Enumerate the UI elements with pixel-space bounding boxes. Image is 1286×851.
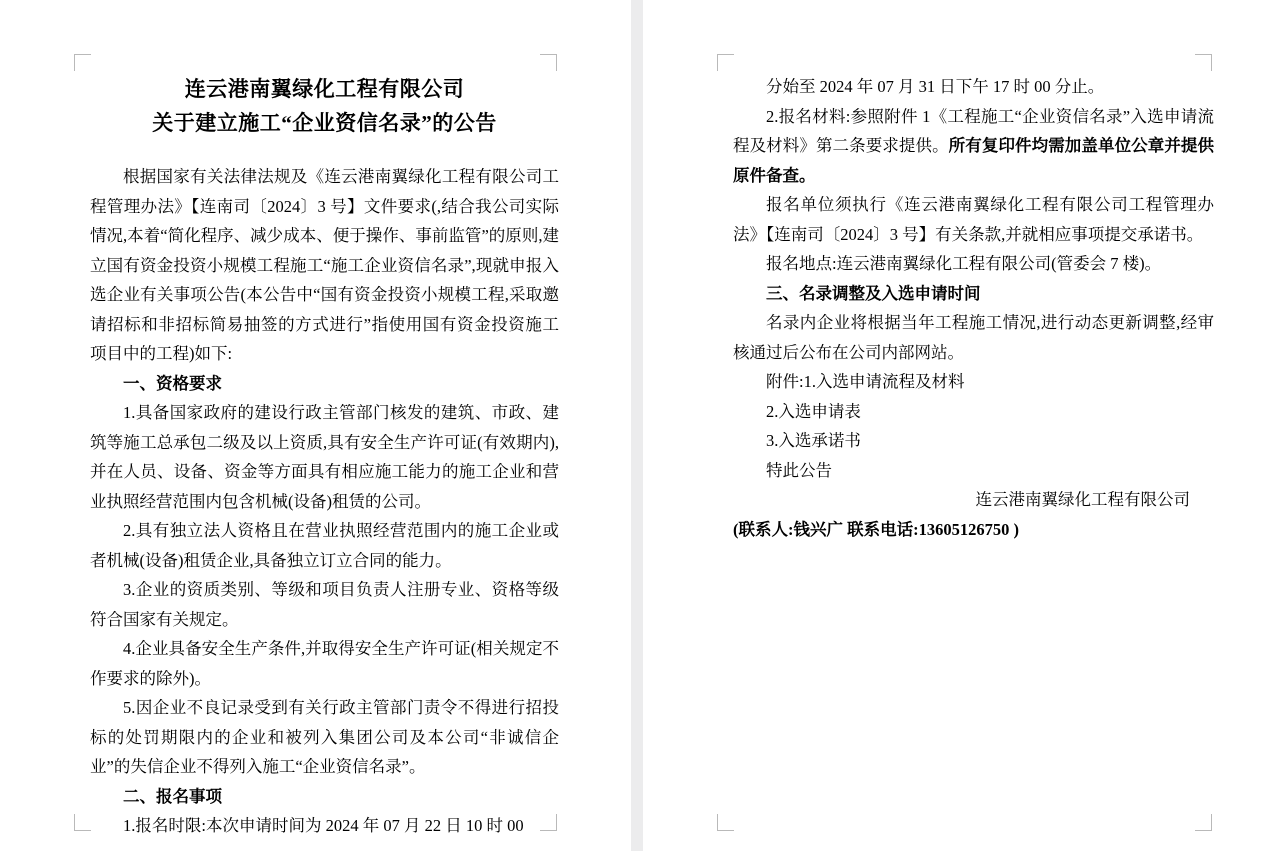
signature-company: 连云港南翼绿化工程有限公司 (975, 490, 1190, 509)
paragraph-registration-1: 1.报名时限:本次申请时间为 2024 年 07 月 22 日 10 时 00 (123, 816, 524, 835)
paragraph-registration-2 (733, 102, 1214, 191)
section-heading-adjustment: 三、名录调整及入选申请时间 (766, 283, 981, 303)
crop-mark-top-right-icon (1195, 54, 1212, 71)
document-title-line-1: 连云港南翼绿化工程有限公司 (184, 77, 465, 101)
crop-mark-top-right-icon (540, 54, 557, 71)
crop-mark-bottom-left-icon (74, 814, 91, 831)
document-page-1 (0, 0, 631, 851)
paragraph-registration-1-cont: 分始至 2024 年 07 月 31 日下午 17 时 00 分止。 (766, 77, 1105, 96)
crop-mark-bottom-left-icon (717, 814, 734, 831)
paragraph-registration-2-text: 2.报名材料:参照附件 1《工程施工“企业资信名录”入选申请流程及材料》第二条要求提供。 (733, 106, 1214, 155)
contact-line: (联系人:钱兴广 联系电话:13605126750 ) (733, 519, 1019, 539)
document-title-line-2: 关于建立施工“企业资信名录”的公告 (152, 111, 497, 135)
document-title (90, 72, 559, 140)
attachment-item-1: 附件:1.入选申请流程及材料 (766, 372, 965, 391)
document-page-2 (643, 0, 1286, 851)
page-2-content (733, 72, 1214, 821)
paragraph-registration-location: 报名地点:连云港南翼绿化工程有限公司(管委会 7 楼)。 (766, 254, 1162, 273)
page-1-content (90, 72, 559, 835)
paragraph-req-2: 2.具有独立法人资格且在营业执照经营范围内的施工企业或者机械(设备)租赁企业,具备独立订立合同的能力。 (90, 521, 559, 570)
attachment-item-2: 2.入选申请表 (766, 401, 861, 421)
section-heading-qualifications: 一、资格要求 (123, 373, 222, 393)
attachment-item-3: 3.入选承诺书 (766, 431, 861, 450)
paragraph-registration-3: 报名单位须执行《连云港南翼绿化工程有限公司工程管理办法》【连南司〔2024〕3 号】有关条款,并就相应事项提交承诺书。 (733, 195, 1214, 244)
crop-mark-top-left-icon (717, 54, 734, 71)
paragraph-req-3: 3.企业的资质类别、等级和项目负责人注册专业、资格等级符合国家有关规定。 (90, 580, 559, 629)
paragraph-req-4: 4.企业具备安全生产条件,并取得安全生产许可证(相关规定不作要求的除外)。 (90, 639, 559, 688)
paragraph-notice-closing: 特此公告 (766, 460, 832, 480)
paragraph-req-1: 1.具备国家政府的建设行政主管部门核发的建筑、市政、建筑等施工总承包二级及以上资质,具有安全生产许可证(有效期内),并在人员、设备、资金等方面具有相应施工能力的施工企业和营业执照经营范围内包含机械(设备)租赁的公司。 (90, 403, 559, 511)
paragraph-adjustment-body: 名录内企业将根据当年工程施工情况,进行动态更新调整,经审核通过后公布在公司内部网站。 (733, 313, 1214, 362)
crop-mark-top-left-icon (74, 54, 91, 71)
page-gutter (631, 0, 643, 851)
paragraph-req-5: 5.因企业不良记录受到有关行政主管部门责令不得进行招投标的处罚期限内的企业和被列入集团公司及本公司“非诚信企业”的失信企业不得列入施工“企业资信名录”。 (90, 698, 559, 776)
paragraph-registration-2-emphasis: 所有复印件均需加盖单位公章并提供原件备查。 (733, 136, 1215, 185)
paragraph-intro: 根据国家有关法律法规及《连云港南翼绿化工程有限公司工程管理办法》【连南司〔2024〕3 号】文件要求(,结合我公司实际情况,本着“简化程序、减少成本、便于操作、事前监管”的原则,建立国有资金投资小规模工程施工“施工企业资信名录”,现就申报入选企业有关事项公告(本公告中“国有资金投资小规模工程,采取邀请招标和非招标简易抽签的方式进行”指使用国有资金投资施工项目中的工程)如下: (90, 167, 559, 363)
section-heading-registration: 二、报名事项 (123, 786, 222, 806)
